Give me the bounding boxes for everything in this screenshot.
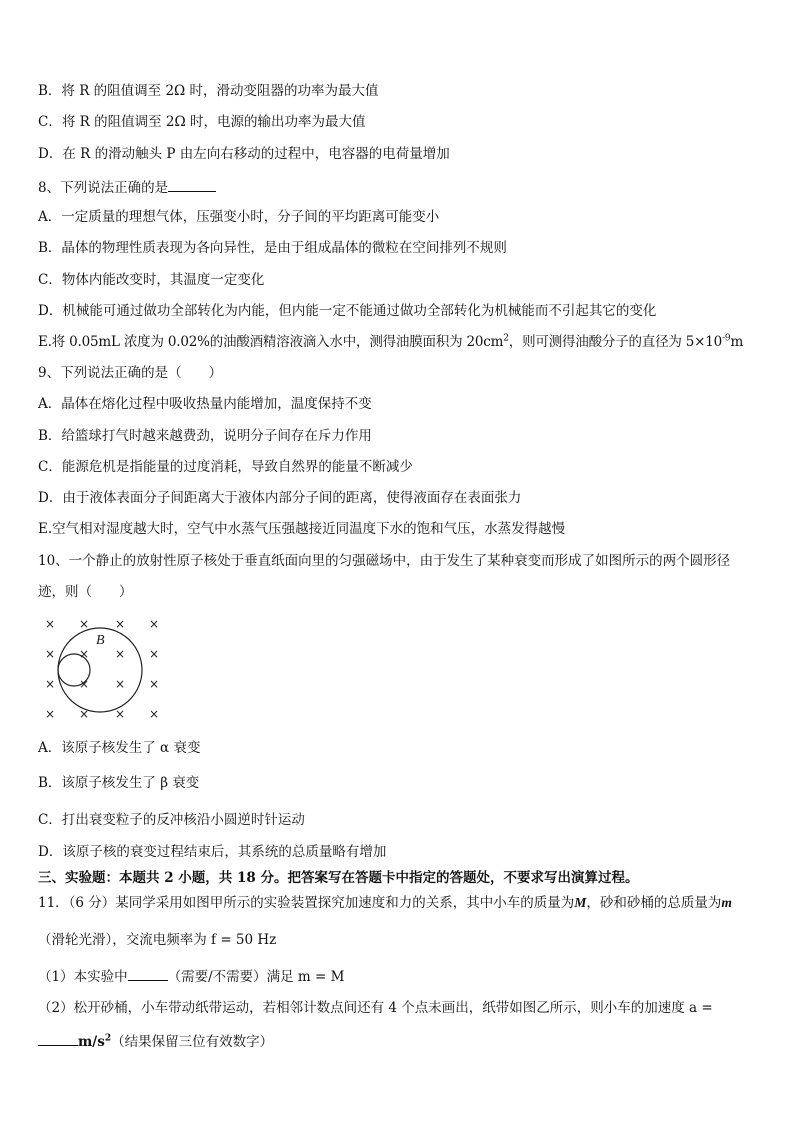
option-10d: D．该原子核的衰变过程结束后，其系统的总质量略有增加 [38,844,387,860]
field-mark: × [148,677,160,691]
field-mark: × [44,647,56,661]
field-mark: × [78,647,90,661]
option-8e: E.将 0.05mL 浓度为 0.02%的油酸酒精溶液滴入水中，测得油膜面积为 $20cm^2$，则可测得油酸分子的直径为 $5\times 10^{-9}m$ [38,333,744,350]
field-mark: × [114,617,126,631]
field-mark: × [114,677,126,691]
section-3-heading: 三、实验题：本题共 2 小题，共 18 分。把答案写在答题卡中指定的答题处，不要求写出演算过程。 [38,870,639,886]
option-7d: D．在 R 的滑动触头 P 由左向右移动的过程中，电容器的电荷量增加 [38,146,450,162]
magnetic-field-figure [38,612,178,722]
option-9a: A．晶体在熔化过程中吸收热量内能增加，温度保持不变 [38,396,372,412]
option-8c: C．物体内能改变时，其温度一定变化 [38,272,265,288]
option-10a: A．该原子核发生了 α 衰变 [38,740,201,756]
field-mark: × [148,617,160,631]
small-track-circle [58,654,90,686]
question-11-stem: 11．（6 分）某同学采用如图甲所示的实验装置探究加速度和力的关系，其中小车的质量为M，砂和砂桶的总质量为m [38,895,732,911]
option-9b: B．给篮球打气时越来越费劲，说明分子间存在斥力作用 [38,428,372,444]
option-10b: B．该原子核发生了 β 衰变 [38,775,200,791]
field-mark: × [78,617,90,631]
field-mark: × [78,677,90,691]
option-7b: B．将 R 的阻值调至 2Ω 时，滑动变阻器的功率为最大值 [38,83,379,99]
field-mark: × [114,647,126,661]
question-11-stem-cont: （滑轮光滑），交流电频率为 f = 50 Hz [38,932,277,948]
field-mark: × [148,707,160,721]
option-8d: D．机械能可通过做功全部转化为内能，但内能一定不能通过做功全部转化为机械能而不引起其它的变化 [38,303,657,319]
field-label-b: B [96,633,105,648]
option-9e: E.空气相对湿度越大时，空气中水蒸气压强越接近同温度下水的饱和气压，水蒸发得越慢 [38,521,566,537]
option-7c: C．将 R 的阻值调至 2Ω 时，电源的输出功率为最大值 [38,114,366,130]
field-mark: × [114,707,126,721]
question-11-part-2-cont: $m/s^2$（结果保留三位有效数字） [38,1031,273,1051]
question-10-stem-cont: 迹，则（ ） [38,584,133,600]
question-11-part-2: （2）松开砂桶，小车带动纸带运动，若相邻计数点间还有 4 个点未画出，纸带如图乙所示，则小车的加速度 a = [38,1000,713,1016]
option-9d: D．由于液体表面分子间距离大于液体内部分子间的距离，使得液面存在表面张力 [38,490,522,506]
field-mark: × [44,677,56,691]
field-mark: × [44,617,56,631]
field-mark: × [78,707,90,721]
option-9c: C．能源危机是指能量的过度消耗，导致自然界的能量不断减少 [38,459,413,475]
question-11-part-1: （1）本实验中 （需要/不需要）满足 m = M [38,966,344,986]
option-8a: A．一定质量的理想气体，压强变小时，分子间的平均距离可能变小 [38,209,440,225]
question-9-stem: 9、下列说法正确的是（ ） [38,365,223,381]
option-8b: B．晶体的物理性质表现为各向异性，是由于组成晶体的微粒在空间排列不规则 [38,240,507,256]
option-10c: C．打出衰变粒子的反冲核沿小圆逆时针运动 [38,812,305,828]
question-8-stem: 8、下列说法正确的是 [38,177,216,197]
field-mark: × [148,647,160,661]
field-mark: × [44,707,56,721]
question-10-stem: 10、一个静止的放射性原子核处于垂直纸面向里的匀强磁场中，由于发生了某种衰变而形成了如图所示的两个圆形径 [38,553,731,569]
